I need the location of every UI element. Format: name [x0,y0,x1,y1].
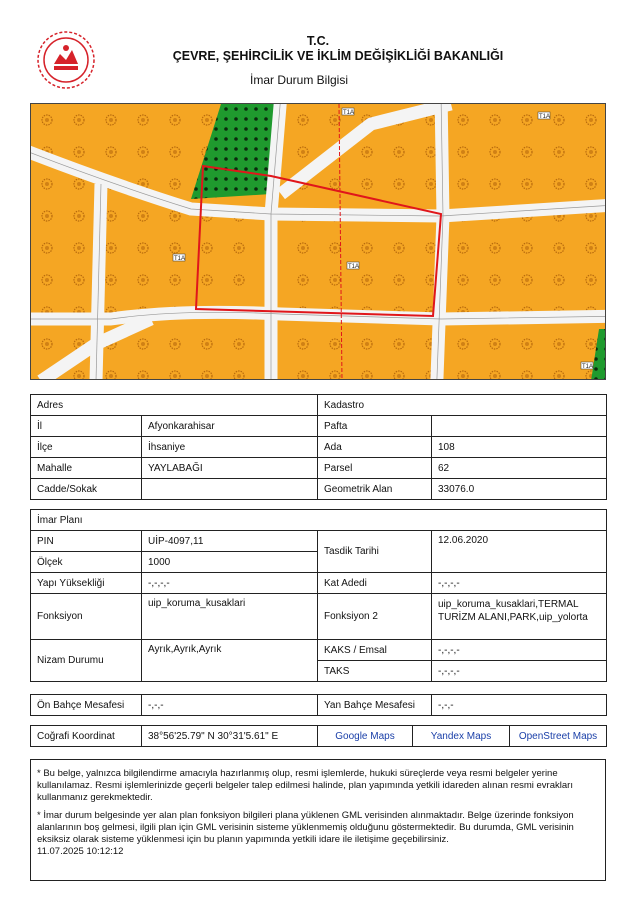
tasdik-label: Tasdik Tarihi [318,531,432,573]
il-value: Afyonkarahisar [142,416,318,437]
olcek-label: Ölçek [31,552,142,573]
map-zone-label: T1A [174,256,186,262]
kat-label: Kat Adedi [318,573,432,594]
setback-table [30,694,607,716]
ilce-value: İhsaniye [142,437,318,458]
taks-value: -,-,-,- [432,661,607,682]
google-maps-link[interactable]: Google Maps [335,730,395,742]
note-2: * İmar durum belgesinde yer alan plan fonksiyon bilgileri plana yüklenen GML verisinden alınmaktadır. Belge üzerinde fonksiyon alanlarının boş gelmesi, ilgili plan için GML verisinin sisteme yüklenmemiş olduğunu göstermektedir. Bu durumda, GML verisinin eksiksiz olarak sisteme yüklenmesi için bu planın yapımında yetkili idare ile iletişime geçebilirsiniz. [37,810,574,845]
coordinates-table [30,725,607,747]
coord-value: 38°56'25.79" N 30°31'5.61" E [142,726,318,747]
tasdik-value: 12.06.2020 [432,531,607,573]
nizam-label: Nizam Durumu [31,640,142,682]
fonksiyon2-value: uip_koruma_kusaklari,TERMAL TURİZM ALANI,PARK,uip_yolorta [432,594,607,640]
ilce-label: İlçe [31,437,142,458]
address-table [30,394,607,500]
nizam-value: Ayrık,Ayrık,Ayrık [142,640,318,682]
mahalle-label: Mahalle [31,458,142,479]
il-label: İl [31,416,142,437]
yan-bahce-label: Yan Bahçe Mesafesi [318,695,432,716]
alan-value: 33076.0 [432,479,607,500]
timestamp: 11.07.2025 10:12:12 [37,846,124,857]
on-bahce-value: -,-,- [142,695,318,716]
address-title: Adres [31,395,318,416]
pafta-value [432,416,607,437]
parsel-label: Parsel [318,458,432,479]
ada-label: Ada [318,437,432,458]
header-ministry: ÇEVRE, ŞEHİRCİLİK VE İKLİM DEĞİŞİKLİĞİ BAKANLIĞI [172,49,504,63]
kaks-label: KAKS / Emsal [318,640,432,661]
map-zone-label: T1A [348,264,360,270]
cadde-label: Cadde/Sokak [31,479,142,500]
yukseklik-value: -,-,-,- [142,573,318,594]
pin-label: PIN [31,531,142,552]
yan-bahce-value: -,-,- [432,695,607,716]
cadde-value [142,479,318,500]
disclaimer-notes [30,759,606,881]
pafta-label: Pafta [318,416,432,437]
yandex-maps-cell [413,726,510,747]
kadastro-title: Kadastro [318,395,607,416]
google-maps-cell [318,726,413,747]
kat-value: -,-,-,- [432,573,607,594]
map-zone-label: T1A [343,110,355,116]
taks-label: TAKS [318,661,432,682]
fonksiyon-label: Fonksiyon [31,594,142,640]
on-bahce-label: Ön Bahçe Mesafesi [31,695,142,716]
map-zone-label: T1A [582,364,594,370]
yukseklik-label: Yapı Yüksekliği [31,573,142,594]
note-1: * Bu belge, yalnızca bilgilendirme amacıyla hazırlanmış olup, resmi işlemlerde, hukuki süreçlerde veya resmi belgeler yerine kullanılamaz. Resmi işlemlerinizde geçerli belgeler talep edilmesi halinde, plan yapımında yetkili idareden alınan resmi evrakları kullanmanız gerekmektedir. [37,768,573,803]
plan-table [30,509,607,682]
kaks-value: -,-,-,- [432,640,607,661]
openstreet-maps-link[interactable]: OpenStreet Maps [518,730,598,742]
osm-maps-cell [510,726,607,747]
pin-value: UİP-4097,11 [142,531,318,552]
ada-value: 108 [432,437,607,458]
yandex-maps-link[interactable]: Yandex Maps [430,730,492,742]
map-zone-label: T1A [539,114,551,120]
coord-label: Coğrafi Koordinat [31,726,142,747]
alan-label: Geometrik Alan [318,479,432,500]
fonksiyon2-label: Fonksiyon 2 [318,594,432,640]
plan-title: İmar Planı [31,510,607,531]
olcek-value: 1000 [142,552,318,573]
fonksiyon-value: uip_koruma_kusaklari [142,594,318,640]
zoning-map[interactable] [30,103,606,380]
header-tc: T.C. [306,34,330,48]
mahalle-value: YAYLABAĞI [142,458,318,479]
parsel-value: 62 [432,458,607,479]
page-title: İmar Durum Bilgisi [250,73,349,87]
